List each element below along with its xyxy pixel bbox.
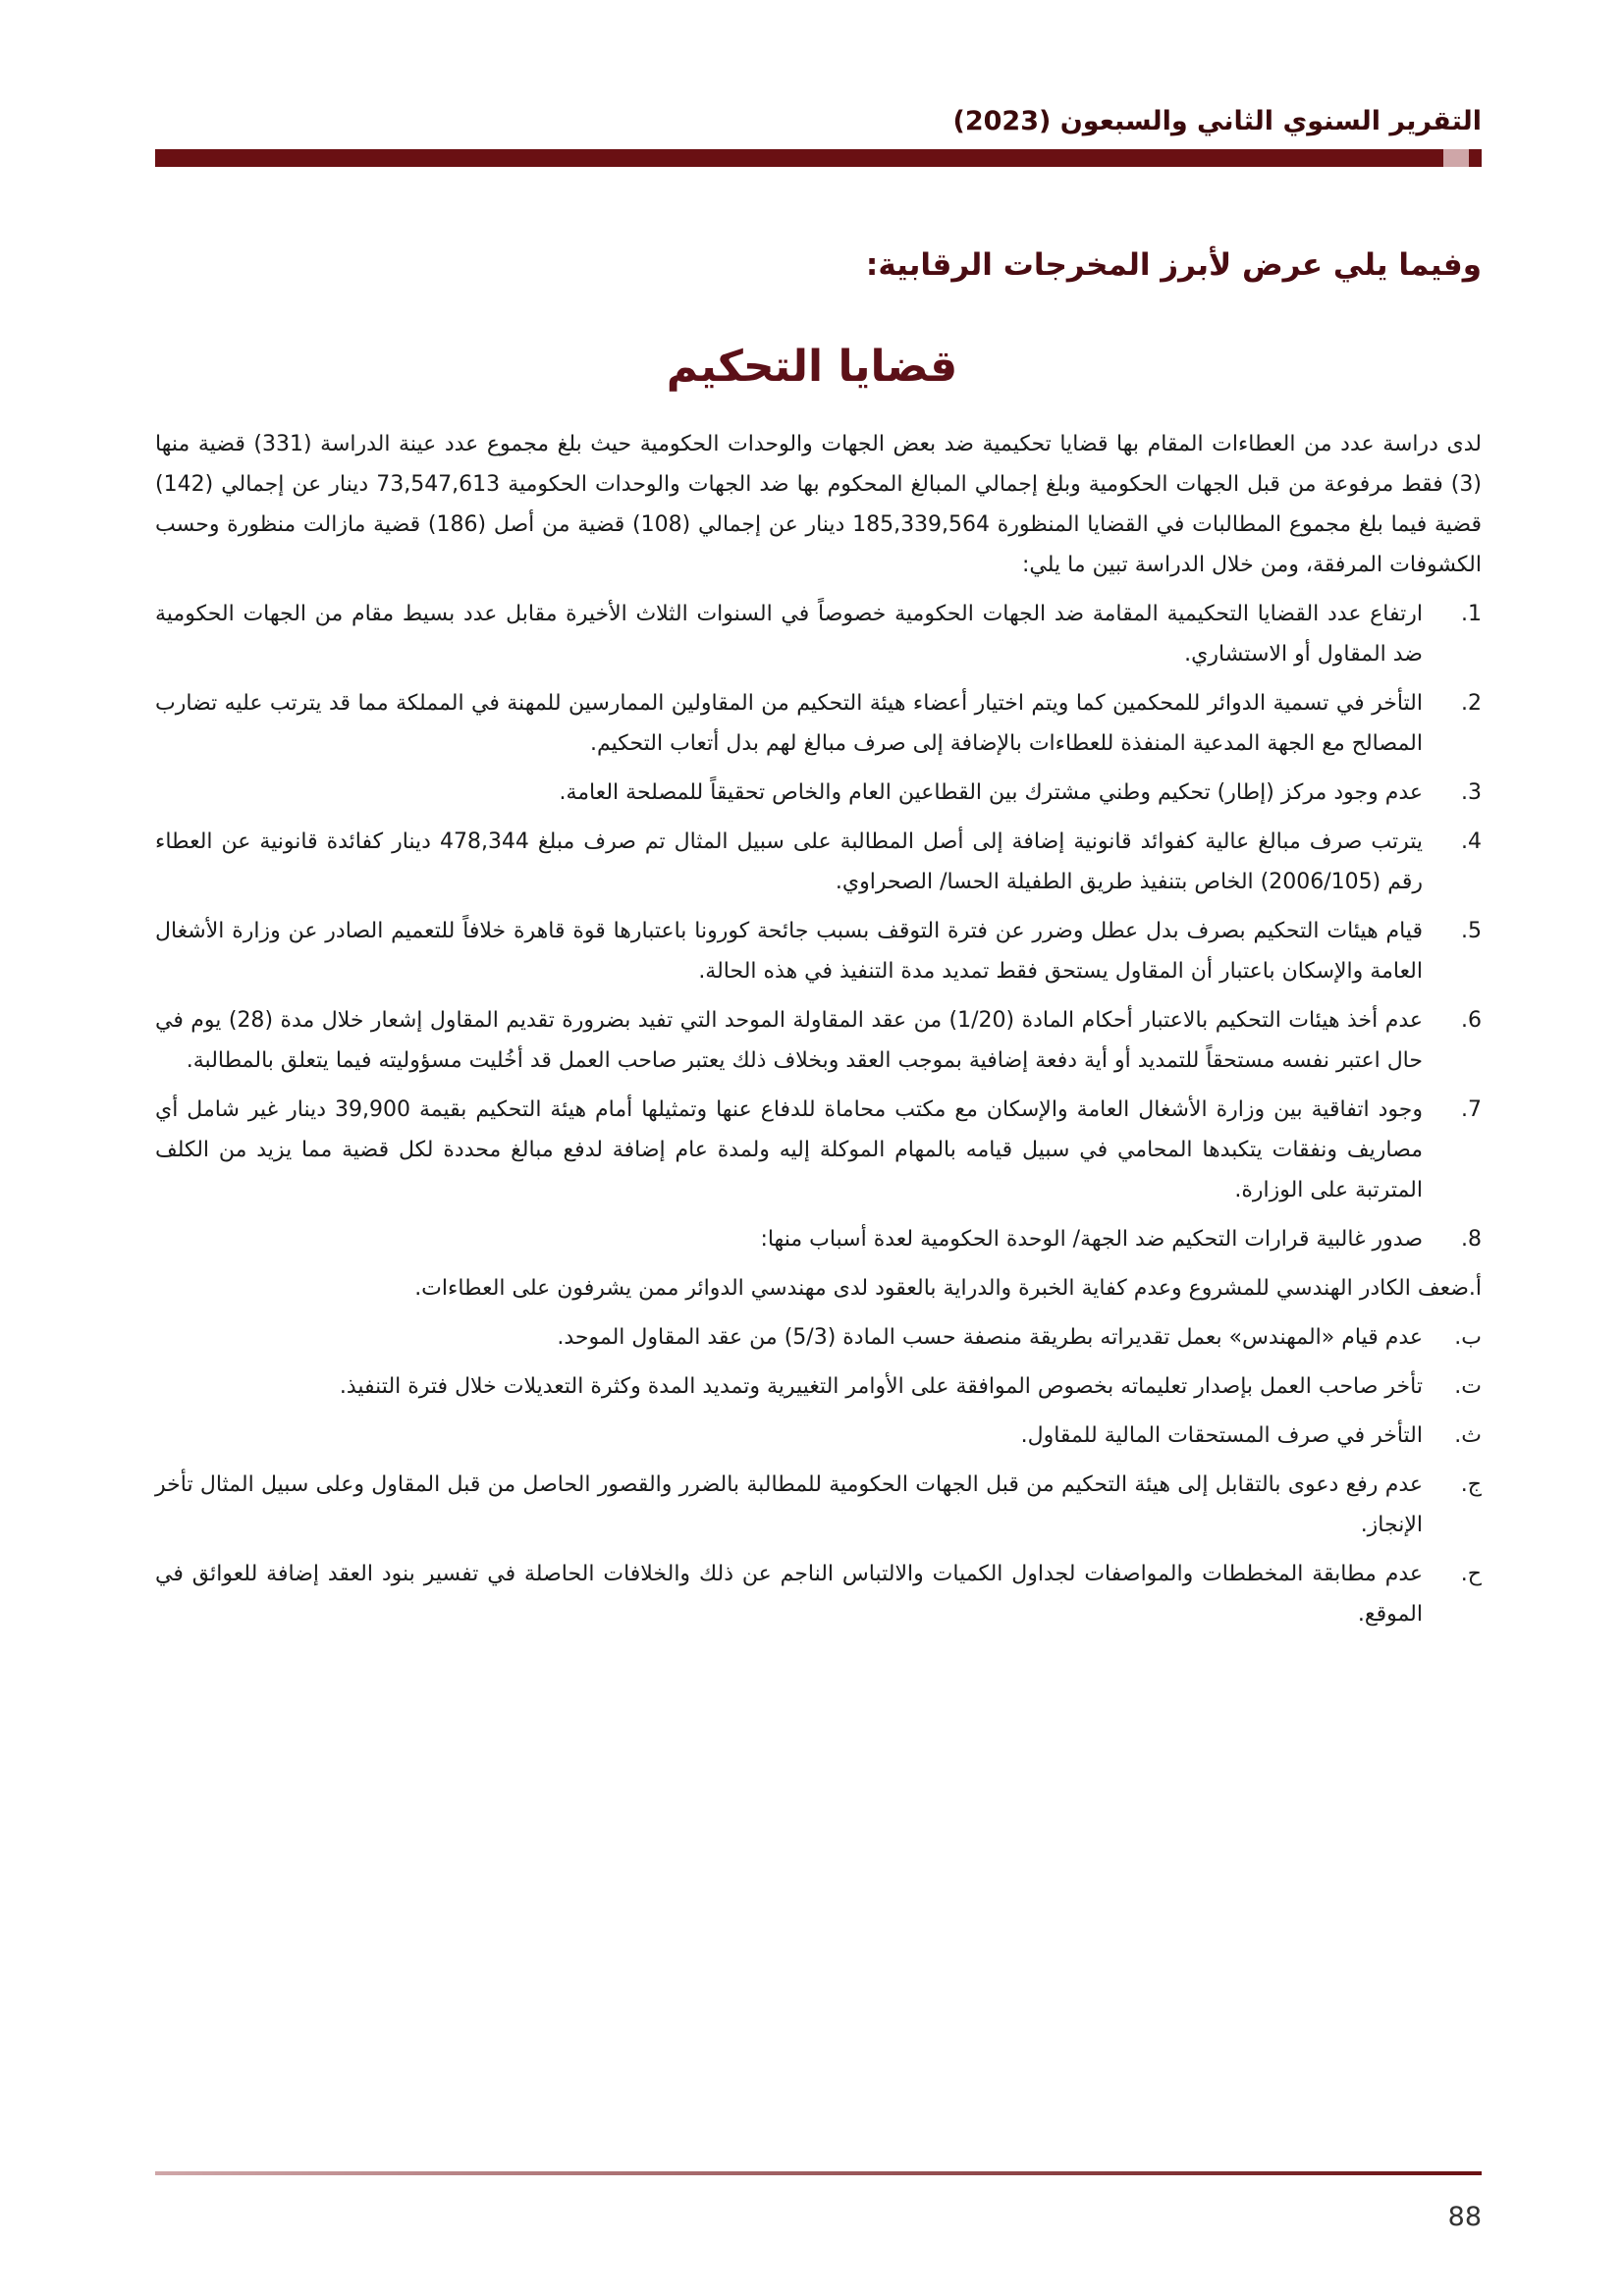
sub-item xyxy=(155,1415,1482,1456)
finding-number: 6. xyxy=(1461,1008,1482,1033)
finding-item xyxy=(155,1000,1482,1081)
running-header-title: التقرير السنوي الثاني والسبعون (2023) xyxy=(952,106,1482,136)
finding-text: التأخر في تسمية الدوائر للمحكمين كما ويتم اختيار أعضاء هيئة التحكيم من المقاولين الممارسين للمهنة في المملكة مما قد يترتب عليه تضارب المصالح مع الجهة المدعية المنفذة للعطاءات بالإضافة إلى صرف مبالغ لهم بدل أتعاب التحكيم. xyxy=(155,691,1423,756)
sub-item xyxy=(155,1317,1482,1358)
sub-item xyxy=(155,1554,1482,1634)
sub-items-list xyxy=(155,1317,1482,1634)
finding-number: 5. xyxy=(1461,919,1482,943)
finding-text: قيام هيئات التحكيم بصرف بدل عطل وضرر عن فترة التوقف بسبب جائحة كورونا باعتبارها قوة قاهرة خلافاً للتعميم الصادر عن وزارة الأشغال العامة والإسكان باعتبار أن المقاول يستحق فقط تمديد مدة التنفيذ في هذه الحالة. xyxy=(155,919,1423,984)
sub-item-text: عدم رفع دعوى بالتقابل إلى هيئة التحكيم من قبل الجهات الحكومية للمطالبة بالضرر والقصور الحاصل من قبل المقاول وعلى سبيل المثال تأخر الإنجاز. xyxy=(155,1472,1423,1537)
finding-item xyxy=(155,1090,1482,1210)
finding-item xyxy=(155,594,1482,674)
finding-number: 2. xyxy=(1461,691,1482,716)
sub-item-text: عدم قيام «المهندس» بعمل تقديراته بطريقة منصفة حسب المادة (5/3) من عقد المقاول الموحد. xyxy=(557,1325,1423,1350)
page-number: 88 xyxy=(1447,2202,1482,2232)
finding-item xyxy=(155,822,1482,902)
finding-item xyxy=(155,1219,1482,1259)
header-accent-1 xyxy=(1443,149,1469,167)
sub-item xyxy=(155,1465,1482,1545)
finding-number: 3. xyxy=(1461,780,1482,805)
finding-text: صدور غالبية قرارات التحكيم ضد الجهة/ الوحدة الحكومية لعدة أسباب منها: xyxy=(760,1227,1423,1252)
finding-number: 1. xyxy=(1461,602,1482,626)
sub-item-marker: ث. xyxy=(1454,1423,1482,1448)
sub-item-text: تأخر صاحب العمل بإصدار تعليماته بخصوص الموافقة على الأوامر التغييرية وتمديد المدة وكثرة التعديلات خلال فترة التنفيذ. xyxy=(339,1374,1423,1399)
footer-rule xyxy=(155,2171,1482,2175)
lead-heading: وفيما يلي عرض لأبرز المخرجات الرقابية: xyxy=(865,247,1482,283)
header-accent-2 xyxy=(1473,149,1482,167)
sub-item-marker: ح. xyxy=(1460,1562,1482,1586)
sub-item-text: عدم مطابقة المخططات والمواصفات لجداول الكميات والالتباس الناجم عن ذلك والخلافات الحاصلة في تفسير بنود العقد إضافة للعوائق في الموقع. xyxy=(155,1562,1423,1627)
finding-item xyxy=(155,683,1482,764)
header-bar xyxy=(155,149,1482,167)
intro-paragraph: لدى دراسة عدد من العطاءات المقام بها قضايا تحكيمية ضد بعض الجهات والوحدات الحكومية حيث بلغ مجموع عدد عينة الدراسة (331) قضية منها (3) فقط مرفوعة من قبل الجهات الحكومية وبلغ إجمالي المبالغ المحكوم بها ضد الجهات والوحدات الحكومية 73,547,613 دينار عن إجمالي (142) قضية فيما بلغ مجموع المطالبات في القضايا المنظورة 185,339,564 دينار عن إجمالي (108) قضية من أصل (186) قضية مازالت منظورة وحسب الكشوفات المرفقة، ومن خلال الدراسة تبين ما يلي: xyxy=(155,432,1482,577)
sub-item-a: أ.ضعف الكادر الهندسي للمشروع وعدم كفاية الخبرة والدراية بالعقود لدى مهندسي الدوائر ممن يشرفون على العطاءات. xyxy=(414,1276,1482,1301)
findings-list xyxy=(155,594,1482,1259)
finding-item xyxy=(155,911,1482,991)
finding-number: 8. xyxy=(1461,1227,1482,1252)
document-body xyxy=(155,424,1482,1643)
finding-text: وجود اتفاقية بين وزارة الأشغال العامة والإسكان مع مكتب محاماة للدفاع عنها وتمثيلها أمام هيئة التحكيم بقيمة 39,900 دينار غير شامل أي مصاريف ونفقات يتكبدها المحامي في سبيل قيامه بالمهام الموكلة إليه ولمدة عام إضافة لدفع مبالغ محددة لكل قضية مما يزيد من الكلف المترتبة على الوزارة. xyxy=(155,1097,1423,1202)
finding-item xyxy=(155,773,1482,813)
finding-number: 7. xyxy=(1461,1097,1482,1122)
sub-item-marker: ج. xyxy=(1460,1472,1482,1497)
finding-text: عدم وجود مركز (إطار) تحكيم وطني مشترك بين القطاعين العام والخاص تحقيقاً للمصلحة العامة. xyxy=(559,780,1423,805)
sub-item-text: التأخر في صرف المستحقات المالية للمقاول. xyxy=(1020,1423,1423,1448)
finding-number: 4. xyxy=(1461,829,1482,854)
sub-item xyxy=(155,1366,1482,1407)
section-title: قضايا التحكيم xyxy=(666,342,958,392)
sub-item-marker: ب. xyxy=(1454,1325,1482,1350)
sub-item-marker: ت. xyxy=(1454,1374,1482,1399)
finding-text: عدم أخذ هيئات التحكيم بالاعتبار أحكام المادة (1/20) من عقد المقاولة الموحد التي تفيد بضرورة تقديم المقاول إشعار خلال مدة (28) يوم في حال اعتبر نفسه مستحقاً للتمديد أو أية دفعة إضافية بموجب العقد وبخلاف ذلك يعتبر صاحب العمل قد أخُليت مسؤوليته فيما يتعلق بالمطالبة. xyxy=(155,1008,1423,1073)
finding-text: يترتب صرف مبالغ عالية كفوائد قانونية إضافة إلى أصل المطالبة على سبيل المثال تم صرف مبلغ 478,344 دينار كفائدة قانونية عن العطاء رقم (2006/105) الخاص بتنفيذ طريق الطفيلة الحسا/ الصحراوي. xyxy=(155,829,1423,894)
finding-text: ارتفاع عدد القضايا التحكيمية المقامة ضد الجهات الحكومية خصوصاً في السنوات الثلاث الأخيرة مقابل عدد بسيط مقام من الجهات الحكومية ضد المقاول أو الاستشاري. xyxy=(155,602,1423,667)
